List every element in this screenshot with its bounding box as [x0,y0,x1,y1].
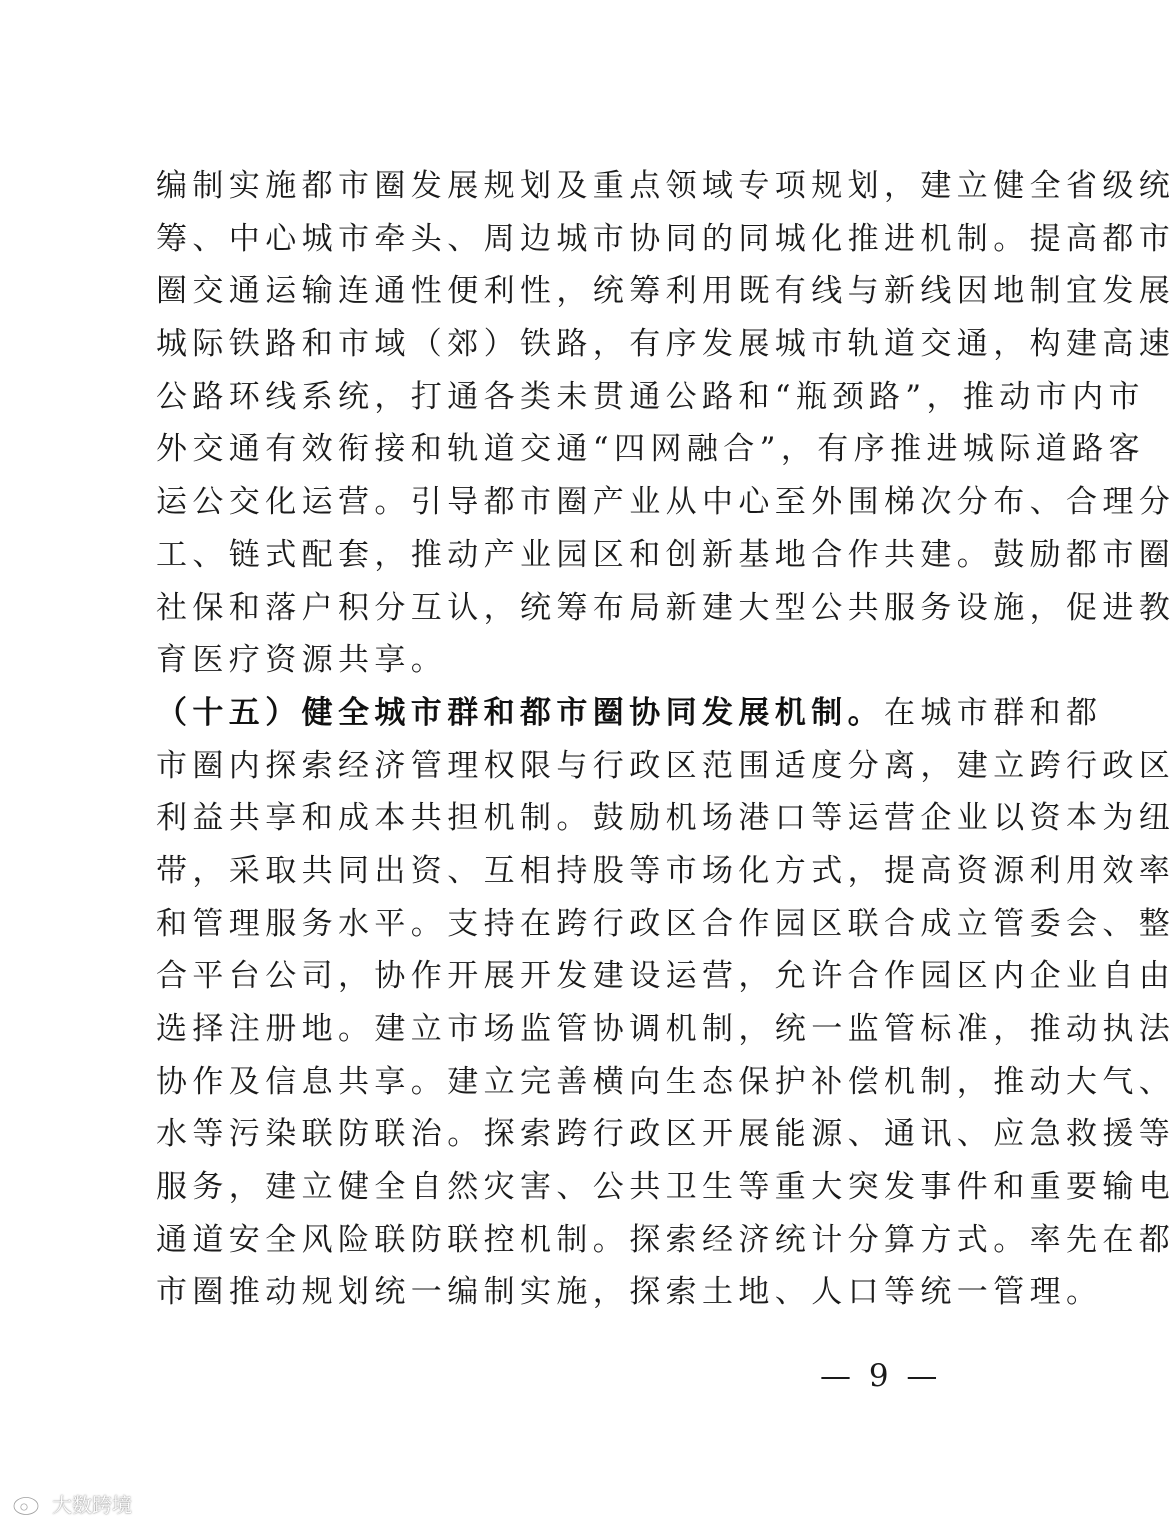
paragraph-line: 社保和落户积分互认，统筹布局新建大型公共服务设施，促进教 [156,589,1175,626]
paragraph-line: 服务，建立健全自然灾害、公共卫生等重大突发事件和重要输电 [156,1169,1175,1206]
paragraph-line: 选择注册地。建立市场监管协调机制，统一监管标准，推动执法 [156,1011,1175,1047]
paragraph-line: 水等污染联防联治。探索跨行政区开展能源、通讯、应急救援等 [156,1116,1175,1153]
paragraph-line: 协作及信息共享。建立完善横向生态保护补偿机制，推动大气、 [156,1063,1175,1100]
paragraph-line: 城际铁路和市域（郊）铁路，有序发展城市轨道交通，构建高速 [156,326,1175,363]
paragraph-line: 外交通有效衔接和轨道交通“四网融合”，有序推进城际道路客 [156,431,1145,468]
section-15-first-line [156,687,1103,740]
paragraph-line: 通道安全风险联防联控机制。探索经济统计分算方式。率先在都 [156,1221,1175,1258]
page-number: — 9 — [820,1358,942,1394]
paragraph-line: 市圈推动规划统一编制实施，探索土地、人口等统一管理。 [156,1274,1103,1311]
paragraph-line: 筹、中心城市牵头、周边城市协同的同城化推进机制。提高都市 [156,220,1175,257]
watermark [12,1488,132,1518]
paragraph-line: 育医疗资源共享。 [156,642,448,679]
paragraph-line: 带，采取共同出资、互相持股等市场化方式，提高资源利用效率 [156,852,1175,889]
weibo-logo-icon [12,1490,46,1516]
paragraph-line: 工、链式配套，推动产业园区和创新基地合作共建。鼓励都市圈 [156,536,1175,573]
paragraph-line: 运公交化运营。引导都市圈产业从中心至外围梯次分布、合理分 [156,484,1175,521]
paragraph-line: 市圈内探索经济管理权限与行政区范围适度分离，建立跨行政区 [156,747,1175,784]
watermark-text: 大数跨境 [52,1492,132,1517]
paragraph-line: 公路环线系统，打通各类未贯通公路和“瓶颈路”，推动市内市 [156,378,1145,415]
body-text [156,160,1175,1319]
paragraph-line: 和管理服务水平。支持在跨行政区合作园区联合成立管委会、整 [156,905,1175,942]
paragraph-line: 利益共享和成本共担机制。鼓励机场港口等运营企业以资本为纽 [156,800,1175,837]
paragraph-line: 圈交通运输连通性便利性，统筹利用既有线与新线因地制宜发展 [156,273,1175,310]
paragraph-line: 合平台公司，协作开展开发建设运营，允许合作园区内企业自由 [156,958,1175,995]
paragraph-line: 编制实施都市圈发展规划及重点领域专项规划，建立健全省级统 [156,168,1175,204]
section-15-first-line-text: 在城市群和都 [884,694,1103,731]
section-15-heading: （十五）健全城市群和都市圈协同发展机制。 [156,694,884,731]
